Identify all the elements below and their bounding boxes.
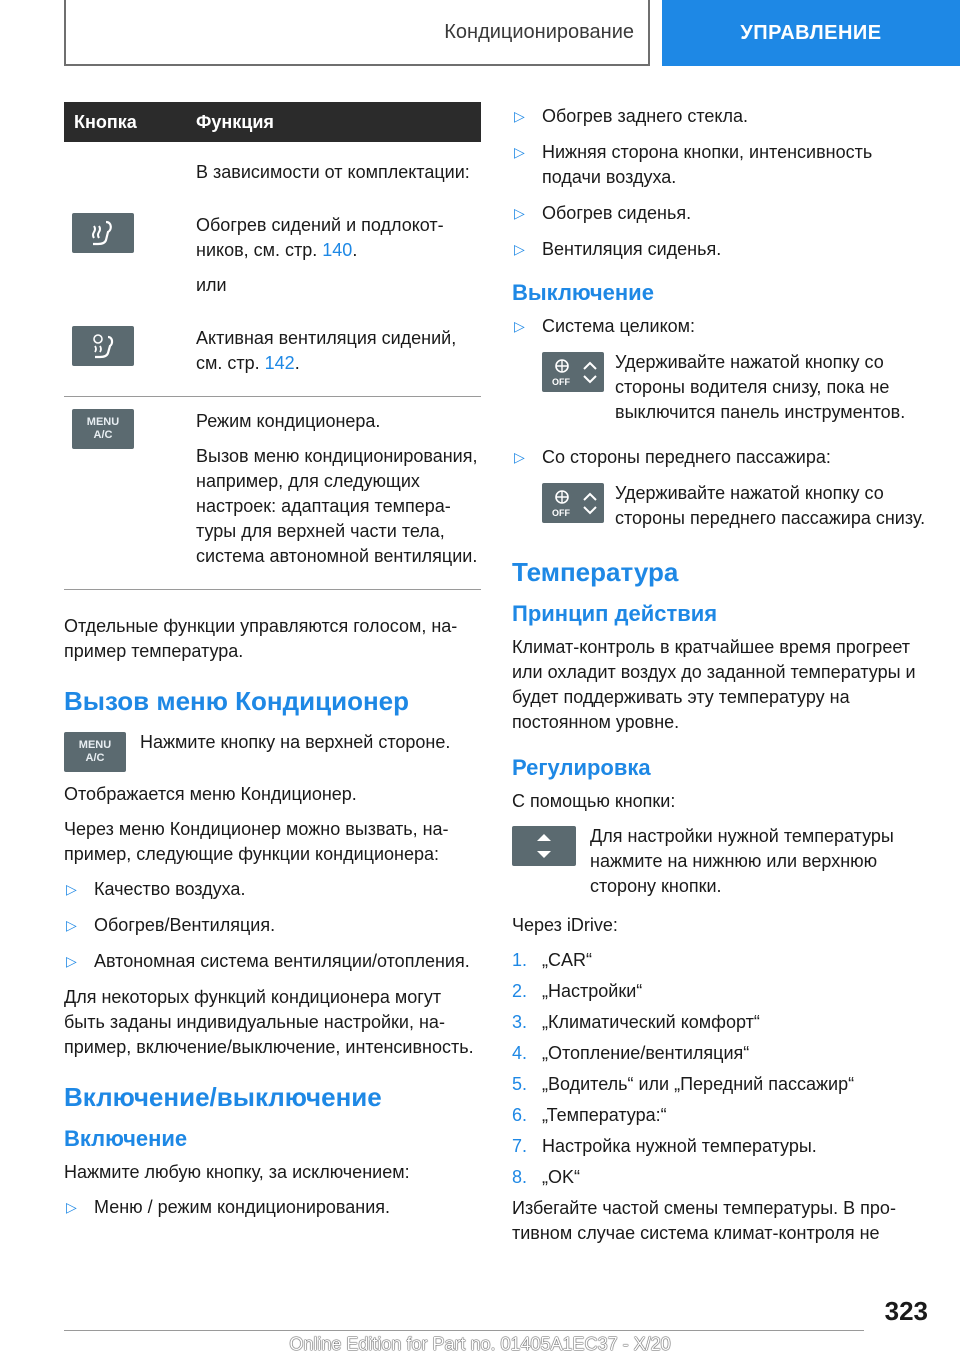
list-item: ▷ Вентиляция сиденья. (512, 237, 928, 262)
list-item: 3. „Климатический комфорт“ (512, 1012, 760, 1032)
idrive-steps (512, 948, 928, 1190)
page-number: 323 (884, 1296, 928, 1326)
temperature-heading: Температура (512, 557, 679, 587)
ac-mode-title: Режим кондиционера. (196, 411, 381, 431)
list-item: ▷ Со стороны переднего пассажира: (512, 445, 928, 470)
temperature-rocker-button-icon (512, 826, 576, 866)
list-item: ▷ Обогрев сиденья. (512, 201, 928, 226)
chapter-title: УПРАВЛЕНИЕ (740, 21, 882, 44)
seat-ventilation-page-link[interactable]: 142 (264, 353, 295, 373)
footer-divider (64, 1330, 864, 1331)
seat-ventilation-text: Активная вентиляция сидений, см. стр. (196, 328, 457, 373)
adjust-heading: Регулировка (512, 755, 651, 780)
list-item: 7. Настройка нужной температуры. (512, 1136, 817, 1156)
seat-heating-button-icon (72, 213, 134, 253)
adjust-intro: С помощью кнопки: (512, 791, 676, 811)
list-item: 1. „CAR“ (512, 950, 592, 970)
adjust-button-text: Для настройки нужной температуры нажмите на нижнюю или верхнюю сторону кнопки. (590, 826, 894, 896)
menu-button-text: Нажмите кнопку на верхней стороне. (140, 732, 451, 752)
list-item: ▷ Система целиком: (512, 314, 928, 339)
list-item: ▷ Качество воздуха. (64, 877, 481, 902)
off-heading: Выключение (512, 280, 654, 305)
exceptions-list (512, 104, 928, 262)
or-text: или (196, 275, 227, 295)
menu-heading: Вызов меню Кондиционер (64, 686, 410, 716)
triangle-icon: ▷ (514, 108, 525, 124)
triangle-icon: ▷ (66, 917, 77, 933)
triangle-icon: ▷ (514, 205, 525, 221)
menu-functions-list (64, 877, 481, 974)
list-item: 4. „Отопление/вентиляция“ (512, 1043, 750, 1063)
running-header-section (64, 0, 650, 66)
list-item: 5. „Водитель“ или „Передний пассажир“ (512, 1074, 855, 1094)
triangle-icon: ▷ (514, 144, 525, 160)
off-passenger-text: Удерживайте нажатой кнопку со стороны переднего пассажира снизу. (615, 483, 926, 528)
list-item: 2. „Настройки“ (512, 981, 643, 1001)
triangle-icon: ▷ (66, 881, 77, 897)
table-row (64, 397, 481, 590)
list-item: ▷ Обогрев заднего стекла. (512, 104, 928, 129)
voice-note: Отдельные функции управляются голосом, например температура. (64, 616, 458, 661)
footer-edition: Online Edition for Part no. 01405A1EC37 - X/20 (289, 1334, 671, 1354)
list-item: ▷ Нижняя сторона кнопки, интенсивность подачи воздуха. (514, 142, 873, 187)
triangle-icon: ▷ (514, 449, 525, 465)
svg-text:OFF: OFF (552, 377, 570, 387)
table-row: В зависимости от комплектации: Обогрев сидений и подлокотников, см. стр. 140. или Активная вентиляция сидений, см. стр. 142. (64, 142, 481, 397)
seat-heating-text: Обогрев сидений и подлокотников, см. стр. (196, 215, 444, 260)
seat-heating-page-link[interactable]: 140 (322, 240, 353, 260)
running-header-chapter (662, 0, 960, 66)
off-driver-text: Удерживайте нажатой кнопку со стороны водителя снизу, пока не выключится панель инструментов. (615, 352, 906, 422)
principle-heading: Принцип действия (512, 601, 718, 626)
left-column (64, 102, 481, 1231)
principle-text: Климат-контроль в кратчайшее время прогреет или охладит воздух до заданной температуры и будет поддерживать эту температуру на постоянном уровне. (512, 637, 916, 732)
onoff-heading: Включение/выключение (64, 1082, 382, 1112)
svg-text:OFF: OFF (552, 508, 570, 518)
table-header (64, 102, 481, 142)
ac-mode-desc: Вызов меню кондиционирования, например, для следующих настроек: адаптация температуры для верхней части тела, система автономной вентиляции. (196, 446, 478, 566)
triangle-icon: ▷ (66, 953, 77, 969)
off-list (512, 314, 928, 339)
fan-off-button-icon (542, 352, 604, 392)
right-column (512, 104, 928, 1256)
off-list-passenger (512, 445, 928, 470)
menu-ac-button-icon: MENU A/C (72, 409, 134, 449)
menu-ac-button-icon: MENU A/C (64, 732, 126, 772)
menu-intro: Через меню Кондиционер можно вызвать, например, следующие функции кондиционера: (64, 819, 449, 864)
on-text: Нажмите любую кнопку, за исключением: (64, 1162, 410, 1182)
triangle-icon: ▷ (514, 318, 525, 334)
menu-shown: Отображается меню Кондиционер. (64, 784, 357, 804)
fan-off-button-icon (542, 483, 604, 523)
idrive-intro: Через iDrive: (512, 915, 618, 935)
list-item: ▷ Обогрев/Вентиляция. (64, 913, 481, 938)
list-item: 8. „OK“ (512, 1167, 580, 1187)
list-item: ▷ Меню / режим кондиционирования. (64, 1195, 481, 1220)
on-exceptions-list (64, 1195, 481, 1220)
triangle-icon: ▷ (514, 241, 525, 257)
seat-ventilation-button-icon (72, 326, 134, 366)
individual-settings: Для некоторых функций кондиционера могут быть заданы индивидуальные настройки, например, включение/выключение, интенсивность. (64, 987, 474, 1057)
section-title: Кондиционирование (444, 20, 634, 43)
table-col-button: Кнопка (74, 111, 137, 132)
avoid-text: Избегайте частой смены температуры. В противном случае система климат-контроля не (512, 1198, 896, 1243)
list-item: 6. „Температура:“ (512, 1105, 667, 1125)
seat-option-intro: В зависимости от комплектации: (196, 162, 470, 182)
table-col-function: Функция (196, 111, 274, 132)
list-item: ▷ Автономная система вентиляции/отопления. (64, 949, 481, 974)
on-heading: Включение (64, 1126, 188, 1151)
triangle-icon: ▷ (66, 1199, 77, 1215)
